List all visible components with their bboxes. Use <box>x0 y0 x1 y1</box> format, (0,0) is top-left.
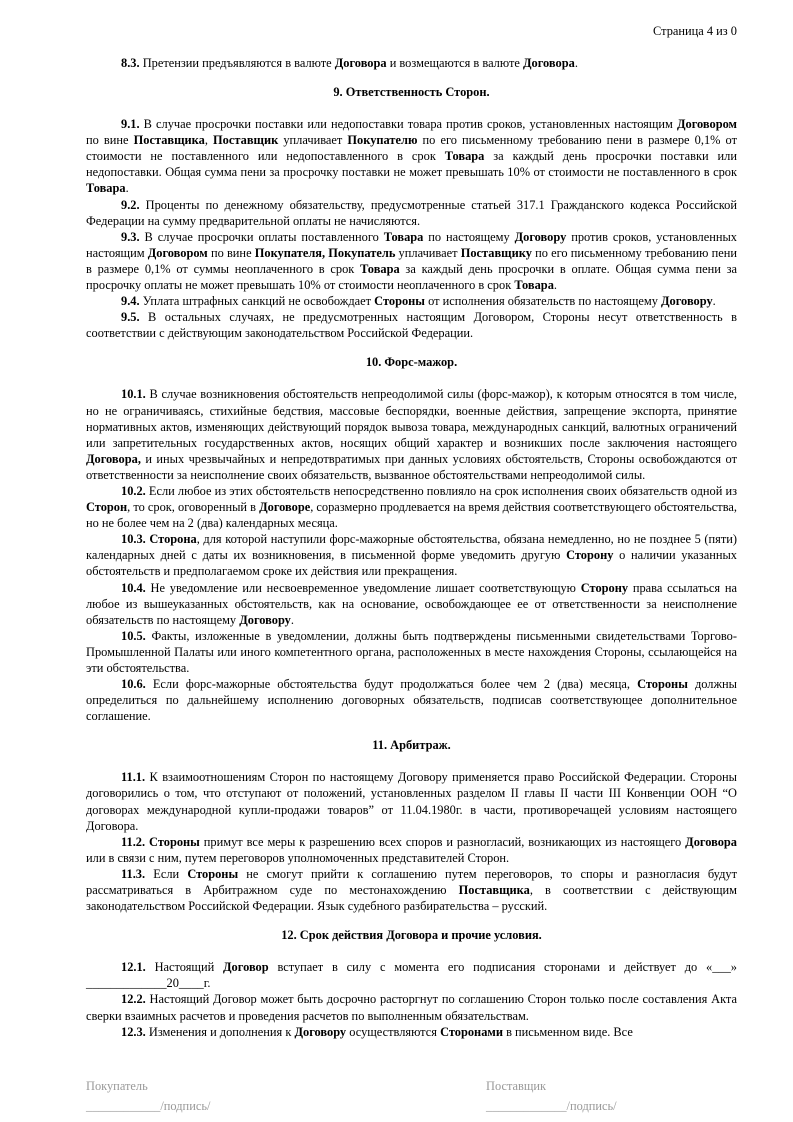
clause-9-3 <box>86 229 737 293</box>
clause-number: 9.1. <box>121 117 140 132</box>
term: Договора <box>334 56 387 70</box>
clause-number: 12.3. <box>121 1024 146 1039</box>
clause-text: осуществляются <box>346 1024 441 1039</box>
buyer-signature-block <box>86 1076 210 1116</box>
section-heading-9: 9. Ответственность Сторон. <box>333 85 490 100</box>
term: Стороны <box>187 866 239 881</box>
clause-11-3 <box>86 866 737 914</box>
clause-10-1 <box>86 386 737 483</box>
clause-11-1 <box>86 769 737 833</box>
clause-number: 10.3. <box>121 532 146 547</box>
clause-text: , <box>204 133 214 148</box>
clause-text: В остальных случаях, не предусмотренных настоящим Договором, Стороны несут ответственность в соответствии с действующим законодательством Российской Федерации. <box>86 310 737 341</box>
term: Договору <box>661 294 713 309</box>
section-heading-11: 11. Арбитраж. <box>372 738 451 753</box>
term: Товара <box>383 229 424 244</box>
supplier-signature-line: _____________/подпись/ <box>486 1099 617 1113</box>
term: Товара <box>86 181 126 196</box>
term: Поставщика <box>458 883 530 898</box>
term: Договору <box>294 1024 347 1039</box>
clause-number: 10.5. <box>121 628 146 643</box>
clause-text: В случае просрочки оплаты поставленного <box>139 229 384 244</box>
term: Поставщик <box>213 133 279 148</box>
clause-12-2 <box>86 991 737 1023</box>
clause-text: Проценты по денежному обязательству, предусмотренные статьей 317.1 Гражданского кодекса Российской Федерации на сумму предварительной оплаты не начисляются. <box>86 197 737 228</box>
clause-text: Изменения и дополнения к <box>145 1024 295 1039</box>
clause-text: по настоящему <box>423 229 515 244</box>
term: Товара <box>360 261 400 276</box>
term: Договора <box>685 834 737 849</box>
buyer-label: Покупатель <box>86 1079 148 1093</box>
clause-number: 9.2. <box>121 197 140 212</box>
clause-9-1 <box>86 116 737 196</box>
clause-number: 9.5. <box>121 310 140 325</box>
clause-text: права ссылаться на любое из вышеуказанных обстоятельств, как на основание, освобождающее ее от ответственности за неисполнение обязательств по настоящему <box>86 580 737 627</box>
clause-text: за каждый день просрочки в оплате. Общая сумма пени за просрочку оплаты не может превышать 10% от стоимости неоплаченного в срок <box>86 261 737 293</box>
clause-8-3 <box>86 55 737 71</box>
clause-10-6 <box>86 676 737 724</box>
clause-text: Претензии предъявляются в валюте <box>139 56 335 70</box>
term: Стороны <box>145 834 200 849</box>
clause-text: . <box>125 181 129 196</box>
clause-number: 9.3. <box>121 229 140 244</box>
clause-9-4 <box>86 293 737 309</box>
clause-number: 12.1. <box>121 960 146 975</box>
clause-number: 12.2. <box>121 992 146 1007</box>
clause-number: 10.6. <box>121 677 146 692</box>
clause-text: и возмещаются в валюте <box>386 56 523 70</box>
clause-text: . <box>290 612 294 627</box>
term: Договору <box>514 229 567 244</box>
clause-text: , то срок, оговоренный в <box>127 500 260 515</box>
clause-10-2 <box>86 483 737 531</box>
supplier-label: Поставщик <box>486 1079 547 1093</box>
section-heading-12: 12. Срок действия Договора и прочие условия. <box>281 928 542 943</box>
clause-text: Уплата штрафных санкций не освобождает <box>139 294 375 309</box>
clause-text: . <box>553 278 558 293</box>
clause-9-2 <box>86 197 737 229</box>
clause-text: Если <box>145 866 188 881</box>
clause-number: 8.3. <box>121 56 140 70</box>
term: Договоре <box>259 500 311 515</box>
clause-text: Если форс-мажорные обстоятельства будут продолжаться более чем 2 (два) месяца, <box>145 677 638 692</box>
clause-text: вступает в силу с момента его подписания сторонами и действует до «___» _____________20____г. <box>86 960 737 991</box>
clause-number: 9.4. <box>121 294 140 309</box>
clause-text: В случае возникновения обстоятельств непреодолимой силы (форс-мажор), к которым относятся в том числе, но не ограничиваясь, стихийные бедствия, массовые беспорядки, военные действия, запрещение экспорта, принятие нормативных актов, изменяющих действующий порядок вывоза товара, международных санкций, валютных ограничений или запретительных государственных актов, носящих общий характер и возникших после заключения настоящего <box>86 387 737 450</box>
clause-text: . <box>574 56 578 70</box>
clause-text: Не уведомление или несвоевременное уведомление лишает соответствующую <box>145 580 581 595</box>
clause-text: должны определиться по дальнейшему исполнению договорных обязательств, подписав соответствующее дополнительное соглашение. <box>86 677 737 724</box>
clause-text: по его письменному требованию пени в размере 0,1% от стоимости не поставленного или недопоставленного в срок <box>86 133 737 164</box>
clause-text: по вине <box>86 133 134 148</box>
page-number: Страница 4 из 0 <box>653 24 737 38</box>
term: Сторону <box>566 548 614 563</box>
clause-text: К взаимоотношениям Сторон по настоящему Договору применяется право Российской Федерации. Стороны договорились о том, что отступают от положений, установленных разделом II главы II части III Конвенции ООН “О договорах международной купли-продажи товаров” от 11.04.1980г. в части, противоречащей условиям настоящего Договора. <box>86 770 737 833</box>
clause-11-2 <box>86 834 737 866</box>
clause-text: о наличии указанных обстоятельств и предполагаемом сроке их действия или прекращения. <box>86 548 737 579</box>
term: Товара <box>514 278 554 293</box>
clause-12-3 <box>86 1024 737 1040</box>
term: Сторонами <box>440 1024 503 1039</box>
clause-number: 11.2. <box>121 834 146 849</box>
term: Сторону <box>580 580 629 595</box>
term: Сторона <box>145 532 197 547</box>
clause-10-5 <box>86 628 737 676</box>
clause-number: 10.2. <box>121 483 146 498</box>
term: Стороны <box>374 294 425 309</box>
term: Стороны <box>637 677 688 692</box>
term: Договором <box>147 245 208 260</box>
clause-10-3 <box>86 531 737 579</box>
clause-text: , для которой наступили форс-мажорные обстоятельства, обязана немедленно, но не позднее 5 (пяти) календарных дней с даты их возникновения, в письменной форме уведомить другую <box>86 532 738 563</box>
clause-text: уплачивает <box>278 133 348 148</box>
clause-text: . <box>712 294 716 309</box>
buyer-signature-line: ____________/подпись/ <box>86 1099 211 1113</box>
clause-text: Если любое из этих обстоятельств непосредственно повлияло на срок исполнения своих обязательств одной из <box>145 483 737 498</box>
clause-12-1 <box>86 959 737 991</box>
clause-text: , в соответствии с действующим законодательством Российской Федерации. Язык судебного разбирательства – русский. <box>86 883 737 914</box>
term: Покупателя, Покупатель <box>254 245 396 260</box>
clause-text: Факты, изложенные в уведомлении, должны быть подтверждены письменными свидетельствами Торгово-Промышленной Палаты или иного компетентного органа, расположенных в месте нахождения Стороны, ссылающейся на эти обстоятельства. <box>86 628 737 675</box>
clause-number: 10.1. <box>121 387 146 402</box>
clause-10-4 <box>86 580 737 628</box>
clause-number: 11.3. <box>121 866 146 881</box>
clause-text: не смогут прийти к соглашению путем переговоров, то споры и разногласия будут рассматриваться в Арбитражном суде по местонахождению <box>86 866 738 898</box>
clause-number: 10.4. <box>121 580 146 595</box>
clause-text: по вине <box>207 245 255 260</box>
clause-text: за каждый день просрочки поставки или недопоставки. Общая сумма пени за просрочку поставки не может превышать 10% от стоимости не поставленного в срок <box>86 149 737 180</box>
term: Договора <box>522 56 575 70</box>
term: Покупателю <box>347 133 418 148</box>
term: Договора, <box>86 451 141 466</box>
clause-text: уплачивает <box>395 245 461 260</box>
clause-text: примут все меры к разрешению всех споров и разногласий, возникающих из настоящего <box>199 834 686 849</box>
clause-text: В случае просрочки поставки или недопоставки товара против сроков, установленных настоящим <box>139 117 677 132</box>
section-heading-10: 10. Форс-мажор. <box>365 355 458 370</box>
clause-text: по его письменному требованию пени в размере 0,1% от суммы неоплаченного в срок <box>86 245 737 276</box>
term: Поставщику <box>460 245 532 260</box>
clause-text: и иных чрезвычайных и непредотвратимых при данных условиях обстоятельств, Стороны освобождаются от ответственности за неисполнение своих обязательств, вызванное обстоятельствами непреодолимой силы. <box>86 451 737 482</box>
clause-text: , соразмерно продлевается на время действия соответствующего обстоятельства, но не более чем на 2 (два) календарных месяца. <box>86 500 737 531</box>
clause-text: или в связи с ним, путем переговоров уполномоченных представителей Сторон. <box>86 850 510 865</box>
term: Товара <box>444 149 485 164</box>
clause-text: в письменном виде. Все <box>502 1024 633 1039</box>
term: Договором <box>676 117 737 132</box>
clause-text: против сроков, установленных настоящим <box>86 229 737 260</box>
term: Договор <box>223 960 269 975</box>
term: Поставщика <box>133 133 205 148</box>
document-body <box>86 55 737 1040</box>
clause-9-5 <box>86 309 737 341</box>
clause-text: Настоящий <box>145 960 224 975</box>
term: Договору <box>239 612 291 627</box>
clause-number: 11.1. <box>121 770 146 785</box>
supplier-signature-block <box>486 1076 617 1116</box>
clause-text: от исполнения обязательств по настоящему <box>424 294 662 309</box>
clause-text: Настоящий Договор может быть досрочно расторгнут по соглашению Сторон только после составления Акта сверки взаимных расчетов и проведения расчетов по выполненным обязательствам. <box>86 992 737 1023</box>
term: Сторон <box>86 500 128 515</box>
